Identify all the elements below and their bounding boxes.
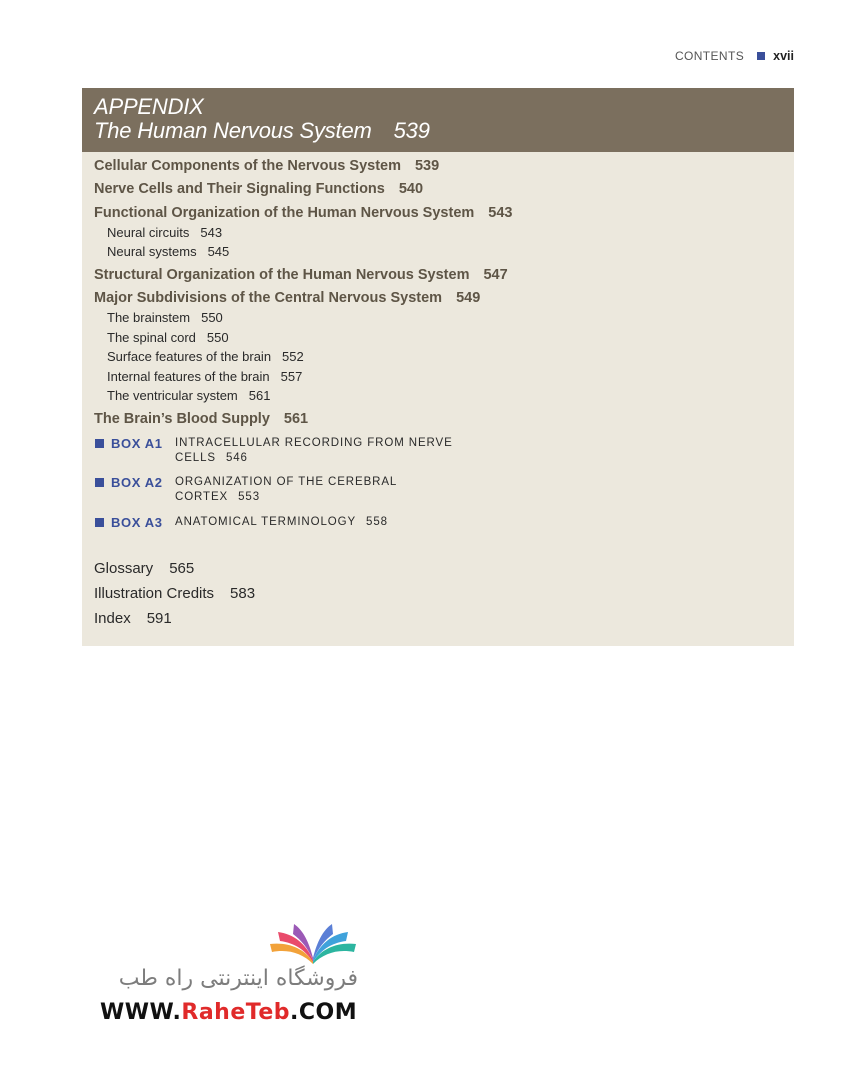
running-head bbox=[675, 49, 794, 63]
toc-subentry[interactable] bbox=[107, 244, 229, 259]
url-brand: RaheTeb bbox=[181, 1000, 290, 1025]
square-bullet-icon bbox=[95, 439, 104, 448]
appendix-title-line bbox=[94, 119, 794, 143]
entry-page: 561 bbox=[283, 411, 309, 427]
box-title-line: ORGANIZATION OF THE CEREBRAL bbox=[175, 476, 398, 488]
entry-title: Cellular Components of the Nervous System bbox=[94, 158, 401, 174]
entry-title: The brainstem bbox=[107, 310, 191, 325]
entry-page: 591 bbox=[146, 610, 172, 627]
entry-title: Functional Organization of the Human Nervous System bbox=[94, 205, 475, 221]
entry-title: Neural circuits bbox=[107, 225, 190, 240]
toc-subentry[interactable] bbox=[107, 225, 222, 240]
entry-page: 552 bbox=[282, 349, 304, 364]
watermark-text: فروشگاه اینترنتی راه طب bbox=[118, 966, 358, 991]
appendix-label: APPENDIX bbox=[94, 94, 204, 119]
box-entry[interactable] bbox=[94, 475, 465, 505]
entry-title: Illustration Credits bbox=[94, 585, 215, 602]
back-matter-entry[interactable] bbox=[94, 585, 255, 602]
toc-entry[interactable] bbox=[94, 181, 423, 197]
entry-title: Internal features of the brain bbox=[107, 369, 270, 384]
url-prefix: WWW. bbox=[100, 1000, 182, 1025]
page-number: xvii bbox=[773, 49, 794, 63]
toc-subentry[interactable] bbox=[107, 369, 302, 384]
toc-panel bbox=[82, 88, 794, 646]
entry-title: The spinal cord bbox=[107, 330, 196, 345]
entry-page: 547 bbox=[483, 267, 508, 283]
entry-title: Index bbox=[94, 610, 131, 627]
url-suffix: .COM bbox=[290, 1000, 358, 1025]
entry-title: Surface features of the brain bbox=[107, 349, 272, 364]
box-title-line: INTRACELLULAR RECORDING FROM NERVE bbox=[175, 437, 453, 449]
box-entry[interactable] bbox=[94, 436, 465, 466]
toc-entry[interactable] bbox=[94, 290, 480, 306]
toc-subentry[interactable] bbox=[107, 349, 304, 364]
entry-title: Neural systems bbox=[107, 244, 197, 259]
box-title-line: CORTEX bbox=[175, 491, 229, 503]
entry-title: The Brain’s Blood Supply bbox=[94, 411, 270, 427]
box-title bbox=[175, 436, 465, 466]
entry-page: 550 bbox=[206, 330, 229, 345]
entry-page: 545 bbox=[207, 244, 230, 259]
entry-title: Major Subdivisions of the Central Nervous System bbox=[94, 290, 443, 306]
box-title-line: CELLS bbox=[175, 452, 216, 464]
entry-page: 550 bbox=[201, 310, 223, 325]
entry-title: Glossary bbox=[94, 560, 154, 577]
toc-entry[interactable] bbox=[94, 205, 512, 221]
section-label: CONTENTS bbox=[674, 49, 745, 63]
entry-page: 540 bbox=[398, 181, 424, 197]
entry-page: 539 bbox=[414, 158, 440, 174]
entry-page: 543 bbox=[488, 205, 513, 221]
appendix-header bbox=[82, 88, 794, 152]
back-matter-entry[interactable] bbox=[94, 610, 172, 627]
box-label: BOX A2 bbox=[111, 475, 163, 490]
open-book-icon bbox=[268, 922, 358, 966]
square-bullet-icon bbox=[95, 478, 104, 487]
watermark-url bbox=[100, 1000, 357, 1025]
box-title bbox=[175, 475, 465, 505]
square-bullet-icon bbox=[757, 52, 765, 60]
toc-subentry[interactable] bbox=[107, 330, 229, 345]
entry-title: Structural Organization of the Human Nervous System bbox=[94, 267, 470, 283]
entry-title: The ventricular system bbox=[107, 388, 238, 403]
entry-page: 561 bbox=[248, 388, 271, 403]
toc-entry[interactable] bbox=[94, 158, 439, 174]
appendix-title: The Human Nervous System bbox=[94, 118, 372, 143]
toc-subentry[interactable] bbox=[107, 310, 223, 325]
entry-page: 583 bbox=[230, 585, 256, 602]
box-label: BOX A1 bbox=[111, 436, 163, 451]
entry-page: 543 bbox=[200, 225, 223, 240]
box-page: 546 bbox=[225, 452, 248, 464]
entry-title: Nerve Cells and Their Signaling Functions bbox=[94, 181, 385, 197]
watermark-logo bbox=[100, 922, 360, 1032]
appendix-page: 539 bbox=[393, 118, 430, 143]
box-page: 553 bbox=[238, 491, 261, 503]
square-bullet-icon bbox=[95, 518, 104, 527]
back-matter-entry[interactable] bbox=[94, 560, 194, 577]
box-title bbox=[175, 515, 465, 530]
toc-entry[interactable] bbox=[94, 267, 508, 283]
entry-page: 557 bbox=[280, 369, 303, 384]
box-entry[interactable] bbox=[94, 515, 465, 530]
entry-page: 549 bbox=[456, 290, 481, 306]
box-title-line: ANATOMICAL TERMINOLOGY bbox=[175, 516, 357, 528]
entry-page: 565 bbox=[169, 560, 195, 577]
toc-subentry[interactable] bbox=[107, 388, 270, 403]
box-label: BOX A3 bbox=[111, 515, 163, 530]
toc-entry[interactable] bbox=[94, 411, 308, 427]
box-page: 558 bbox=[366, 516, 388, 528]
